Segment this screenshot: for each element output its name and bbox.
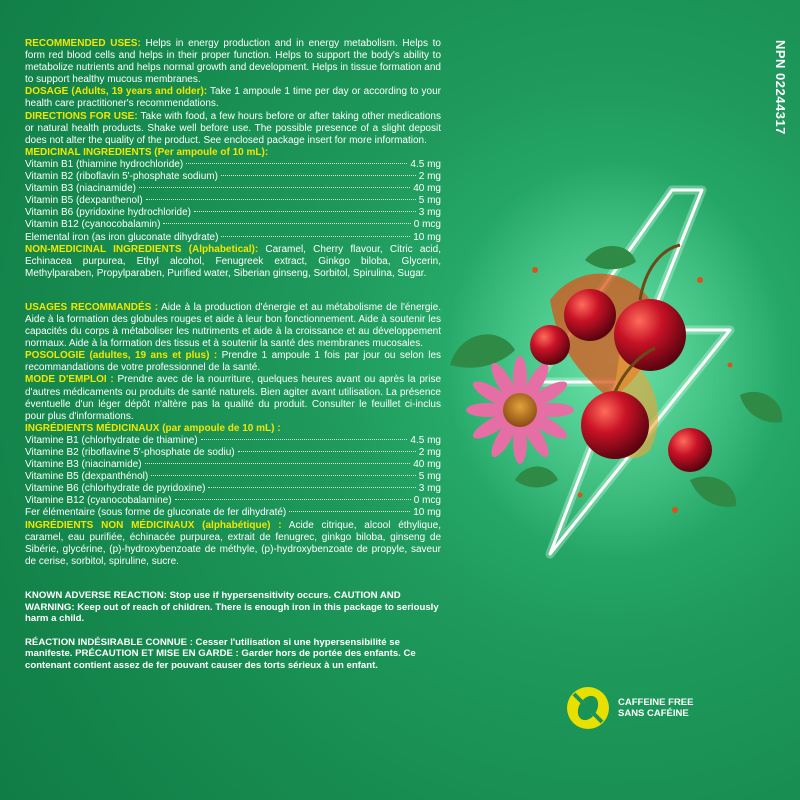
ingredient-amount: 2 mg [418,171,441,183]
ingredient-row [25,183,441,195]
directions-heading-fr: MODE D'EMPLOI : [25,374,114,386]
ingredient-row [25,483,441,495]
directions-fr [25,374,441,422]
caffeine-free-en: CAFFEINE FREE [618,697,694,708]
caffeine-free-label [618,697,693,719]
caffeine-free-fr: SANS CAFÉINE [618,708,689,719]
ingredient-amount: 40 mg [413,459,441,471]
label-text-column [25,38,441,672]
ingredient-name: Vitamin B3 (niacinamide) [25,183,136,195]
recommended-uses-en [25,38,441,86]
ingredient-amount: 0 mcg [413,219,441,231]
ingredient-row [25,232,441,244]
ingredient-amount: 4.5 mg [410,158,441,170]
dosage-heading-en: DOSAGE (Adults, 19 years and older): [25,86,208,98]
medicinal-list-en [25,159,441,244]
ingredient-amount: 40 mg [413,183,441,195]
non-medicinal-en [25,244,441,280]
ingredient-name: Vitamine B6 (chlorhydrate de pyridoxine) [25,483,206,495]
non-medicinal-fr [25,520,441,568]
leader-dots [151,475,416,476]
ingredient-name: Vitamin B12 (cyanocobalamin) [25,219,161,231]
non-medicinal-text-fr: Acide citrique, alcool éthylique, caramel, eau purifiée, échinacée purpurea, extrait de fenugrec, ginkgo biloba, ginseng de Sibérie, glycérine, (p)-hydroxybenzoate de méthyle, (p)-hydroxybenzoate de propyle, saveur de cerise, sorbitol, spiruline, sucre. [25,519,441,567]
recommended-uses-fr [25,302,441,350]
directions-en [25,111,441,147]
leader-dots [238,451,416,452]
ingredient-amount: 5 mg [418,471,441,483]
ingredient-name: Vitamine B3 (niacinamide) [25,459,142,471]
leader-dots [175,499,411,500]
ingredient-name: Fer élémentaire (sous forme de gluconate de fer dihydraté) [25,507,287,519]
no-coffee-bean-icon [566,686,610,730]
ingredient-amount: 5 mg [418,195,441,207]
ingredient-name: Vitamine B2 (riboflavine 5'-phosphate de sodiu) [25,447,235,458]
npn-number: NPN 02244317 [773,40,788,135]
medicinal-list-fr [25,435,441,520]
ingredient-row [25,195,441,207]
dosage-fr [25,350,441,374]
ingredient-name: Vitamin B2 (riboflavin 5'-phosphate sodium) [25,171,218,183]
ingredient-amount: 2 mg [418,447,441,458]
ingredient-name: Elemental iron (as iron gluconate dihydrate) [25,231,219,243]
recommended-uses-text-fr: Aide à la production d'énergie et au métabolisme de l'énergie. Aide à la formation des globules rouges et aide à leur bon fonctionnement. Aide à soutenir les capacités du corps à métaboliser les nutriments et aide à la croissance et au développement normaux. Aide à la formation des tissus et à soutenir la santé des membranes mucosales. [25,301,441,350]
recommended-uses-text-en: Helps in energy production and in energy metabolism. Helps to form red blood cells and helps in their proper function. Helps to support the body's ability to metabolize nutrients and helps normal growth and development. Helps in tissue formation and to support healthy mucous membranes. [25,38,441,86]
leader-dots [221,236,410,237]
ingredient-row [25,171,441,183]
ingredient-amount: 3 mg [418,483,441,495]
dosage-text-fr: Prendre 1 ampoule 1 fois par jour ou selon les recommandations de votre professionnel de la santé. [25,350,442,374]
spacer [25,568,441,590]
directions-text-en: Take with food, a few hours before or after taking other medications or natural health products. Shake well before use. The possible presence of a slight deposit does not alter the quality of the product. See enclosed package insert for more information. [25,110,441,146]
product-illustration [440,150,800,570]
recommended-uses-heading-fr: USAGES RECOMMANDÉS : [25,301,159,313]
ingredient-row [25,459,441,471]
ingredient-row [25,219,441,231]
ingredient-row [25,507,441,519]
ingredient-amount: 10 mg [413,507,441,519]
spacer [25,625,441,637]
caffeine-free-badge [566,686,693,730]
medicinal-heading-fr: INGRÉDIENTS MÉDICINAUX (par ampoule de 10 mL) : [25,422,281,434]
ingredient-amount: 0 mcg [413,495,441,507]
spacer [25,280,441,302]
leader-dots [201,439,408,440]
ingredient-name: Vitamine B12 (cyanocobalamine) [25,495,172,507]
ingredient-amount: 10 mg [413,231,441,243]
leader-dots [186,163,407,164]
warning-en: KNOWN ADVERSE REACTION: Stop use if hypersensitivity occurs. CAUTION AND WARNING: Keep out of reach of children. There is enough iron in this package to seriously harm a child. [25,589,439,625]
directions-text-fr: Prendre avec de la nourriture, quelques heures avant ou après la prise d'autres médicaments ou produits de santé naturels. Bien agiter avant utilisation. La présence éventuelle d'un léger dépôt n'altère pas la qualité du produit. Consulter le feuillet ci-inclus pour plus d'informations. [25,374,442,422]
ingredient-row [25,207,441,219]
medicinal-heading-en: MEDICINAL INGREDIENTS (Per ampoule of 10 mL): [25,146,269,158]
leader-dots [146,199,416,200]
ingredient-amount: 4.5 mg [410,434,441,446]
non-medicinal-heading-fr: INGRÉDIENTS NON MÉDICINAUX (alphabétique) : [25,519,282,531]
leader-dots [208,487,415,488]
leader-dots [194,211,416,212]
dosage-en [25,86,441,110]
ingredient-row [25,471,441,483]
ingredient-row [25,495,441,507]
non-medicinal-text-en: Caramel, Cherry flavour, Citric acid, Echinacea purpurea, Ethyl alcohol, Fenugreek extract, Ginkgo biloba, Glycerin, Methylparaben, Propylparaben, Purified water, Siberian ginseng, Sorbitol, Spirulina, Sugar. [25,243,441,279]
ingredient-name: Vitamine B1 (chlorhydrate de thiamine) [25,434,198,446]
dosage-heading-fr: POSOLOGIE (adultes, 19 ans et plus) : [25,350,218,362]
dosage-text-en: Take 1 ampoule 1 time per day or according to your health care practitioner's recommendations. [25,86,441,110]
ingredient-name: Vitamin B1 (thiamine hydrochloride) [25,158,184,170]
leader-dots [139,187,410,188]
ingredient-row [25,435,441,447]
leader-dots [163,223,410,224]
ingredient-amount: 3 mg [418,207,441,219]
recommended-uses-heading-en: RECOMMENDED USES: [25,38,141,49]
non-medicinal-heading-en: NON-MEDICINAL INGREDIENTS (Alphabetical): [25,243,259,255]
ingredient-row [25,159,441,171]
leader-dots [289,511,410,512]
ingredient-row [25,447,441,459]
ingredient-name: Vitamin B5 (dexpanthenol) [25,195,143,207]
directions-heading-en: DIRECTIONS FOR USE: [25,110,138,122]
leader-dots [145,463,411,464]
ingredient-name: Vitamin B6 (pyridoxine hydrochloride) [25,207,192,219]
leader-dots [221,175,416,176]
warning-fr: RÉACTION INDÉSIRABLE CONNUE : Cesser l'utilisation si une hypersensibilité se manifeste. PRÉCAUTION ET MISE EN GARDE : Garder hors de portée des enfants. Ce contenant contient assez de fer pouvant causer des torts sérieux à un enfant. [25,636,416,671]
ingredient-name: Vitamine B5 (dexpanthénol) [25,471,149,483]
